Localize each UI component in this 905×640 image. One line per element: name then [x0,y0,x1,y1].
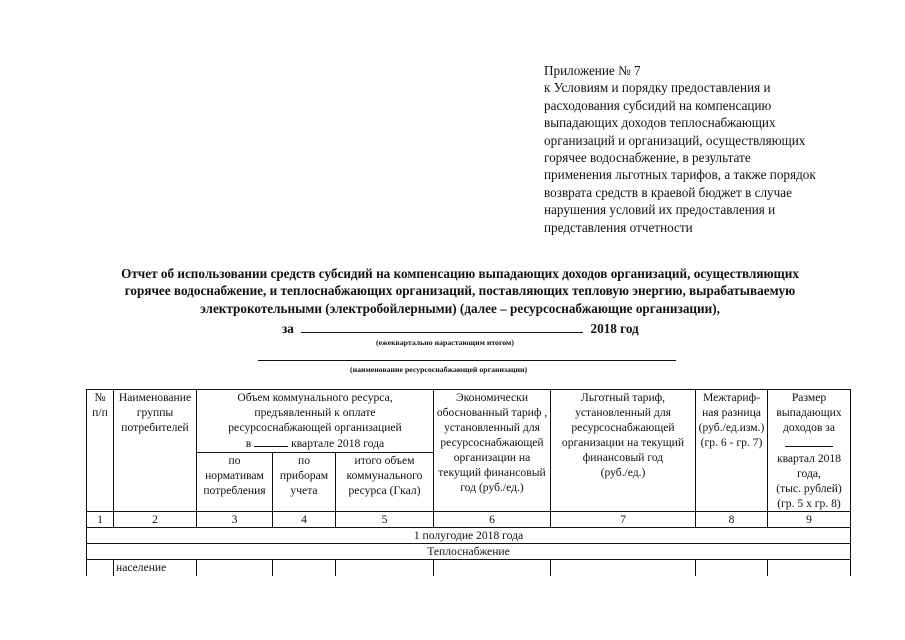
cell-econ-tariff [434,560,551,576]
header-group: Наименование группы потребителей [114,390,197,512]
appendix-line: представления отчетности [544,219,693,235]
column-number: 1 [87,512,114,528]
column-number: 9 [768,512,851,528]
appendix-line: выпадающих доходов теплоснабжающих [544,115,776,131]
header-num: № п/п [87,390,114,512]
period-blank [301,320,583,333]
cell-group: население [114,560,197,576]
header-volume: Объем коммунального ресурса, предъявленный к оплате ресурсоснабжающей организацией в квартале 2018 года [197,390,434,453]
appendix-line: нарушения условий их предоставления и [544,202,776,218]
period-prefix: за [282,321,294,336]
report-title [60,265,860,317]
header-by-norms: по нормативам потребления [197,452,273,512]
header-pref-tariff: Льготный тариф, установленный для ресурсоснабжающей организации на текущий финансовый год (руб./ед.) [551,390,696,512]
column-number: 5 [336,512,434,528]
column-number: 6 [434,512,551,528]
cell-pref-tariff [551,560,696,576]
report-title-line: Отчет об использовании средств субсидий на компенсацию выпадающих доходов организаций, осуществляющих [121,266,799,281]
appendix-line: применения льготных тарифов, а также порядок [544,167,816,183]
column-number: 7 [551,512,696,528]
column-number: 4 [273,512,336,528]
report-title-line: горячее водоснабжение, и теплоснабжающих организаций, поставляющих тепловую энергию, вырабатываемую [124,283,796,299]
cell-tariff-diff [696,560,768,576]
cell-by-meters [273,560,336,576]
org-name-blank [258,360,676,361]
cell-total-volume [336,560,434,576]
section-type: Теплоснабжение [87,544,851,560]
appendix-line: организаций и организаций, осуществляющих [544,132,806,148]
cell-by-norms [197,560,273,576]
table-row [87,560,851,576]
cell-num [87,560,114,576]
appendix-line: возврата средств в краевой бюджет в случае [544,184,792,200]
report-table [86,389,851,576]
appendix-line: горячее водоснабжение, в результате [544,150,751,166]
column-number: 8 [696,512,768,528]
header-by-meters: по приборам учета [273,452,336,512]
column-number: 3 [197,512,273,528]
quarter-blank [254,435,288,447]
appendix-line: расходования субсидий на компенсацию [544,97,772,113]
report-title-line: электрокотельными (электробойлерными) (далее – ресурсоснабжающие организации), [200,300,720,316]
report-period [282,320,639,337]
column-numbers-row [87,512,851,528]
cell-lost-income [768,560,851,576]
appendix-line: к Условиям и порядку предоставления и [544,80,771,96]
header-lost-income: Размер выпадающих доходов за квартал 2018 года, (тыс. рублей) (гр. 5 х гр. 8) [768,390,851,512]
period-suffix: 2018 год [590,321,639,336]
org-hint: (наименование ресурсоснабжающей организации) [350,365,528,374]
column-number: 2 [114,512,197,528]
header-tariff-diff: Межтариф- ная разница (руб./ед.изм.) (гр. 6 - гр. 7) [696,390,768,512]
header-total-volume: итого объем коммунального ресурса (Гкал) [336,452,434,512]
period-hint: (ежеквартально нарастающим итогом) [376,338,514,347]
loss-quarter-blank [785,435,833,447]
appendix-line: Приложение № 7 [544,63,641,78]
header-econ-tariff: Экономически обоснованный тариф , установленный для ресурсоснабжающей организации на текущий финансовый год (руб./ед.) [434,390,551,512]
section-period: 1 полугодие 2018 года [87,528,851,544]
appendix-block [544,62,854,236]
